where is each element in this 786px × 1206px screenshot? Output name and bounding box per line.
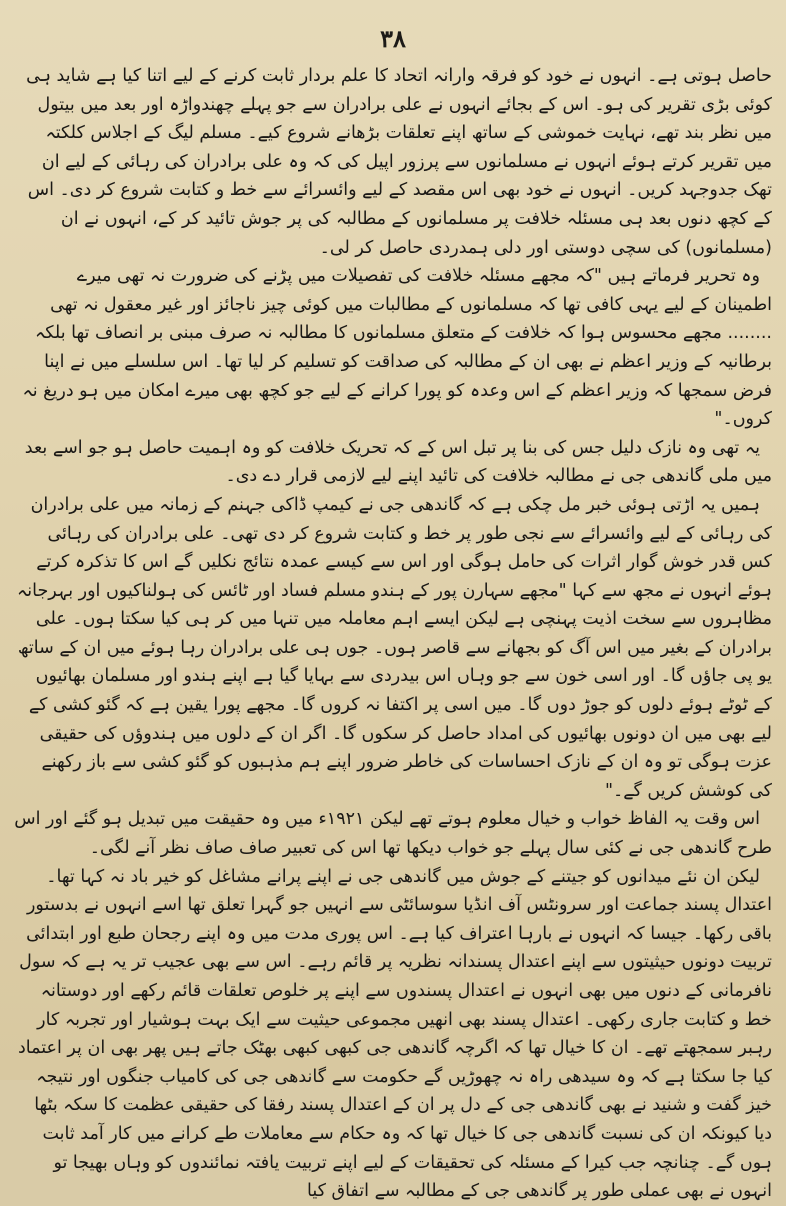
- urdu-text-body: [14, 62, 772, 1206]
- paragraph-3: یہ تھی وہ نازک دلیل جس کی بنا پر تبل اس کے کہ تحریک خلافت کو وہ اہمیت حاصل ہو جو اسے بعد میں ملی گاندھی جی نے مطالبہ خلافت کی تائید اپنے لیے لازمی قرار دے دی۔: [24, 437, 772, 487]
- paragraph-4: ہمیں یہ اڑتی ہوئی خبر مل چکی ہے کہ گاندھی جی نے کیمپ ڈاکی جہنم کے زمانہ میں علی برادران کی رہائی کے لیے وائسرائے سے نجی طور پر خط و کتابت شروع کر دی تھی۔ علی برادران کی رہائی کس قدر خوش گوار اثرات کی حامل ہوگی اور اس سے کیسے عمدہ نتائج نکلیں گے اس کا تذکرہ کرتے ہوئے انہوں نے مجھ سے کہا "مجھے سہارن پور کے ہندو مسلم فساد اور ٹائس کی ہولناکیوں اور بہرجانہ مظاہروں سے سخت اذیت پہنچی ہے لیکن ایسے اہم معاملہ میں تنہا میں کر ہی کیا سکتا ہوں۔ علی برادران کے بغیر میں اس آگ کو بجھانے سے قاصر ہوں۔ جوں ہی علی برادران رہا ہوئے میں ان کے ساتھ یو پی جاؤں گا۔ اور اسی خون سے جو وہاں اس بیدردی سے بہایا گیا ہے اپنے ہندو اور مسلمان بھائیوں کے ٹوٹے ہوئے دلوں کو جوڑ دوں گا۔ میں اسی پر اکتفا نہ کروں گا۔ مجھے پورا یقین ہے کہ گئو کشی کے لیے بھی میں ان دونوں بھائیوں کی امداد حاصل کر سکوں گا۔ اگر ان کے دلوں میں ہندوؤں کی حقیقی عزت ہوگی تو وہ ان کے نازک احساسات کی خاطر ضرور اپنے ہم مذہبوں کو گئو کشی سے باز رکھنے کی کوشش کریں گے۔": [17, 494, 772, 801]
- paragraph-5: اس وقت یہ الفاظ خواب و خیال معلوم ہوتے تھے لیکن ۱۹۲۱ء میں وہ حقیقت میں تبدیل ہو گئے اور اس طرح گاندھی جی نے کئی سال پہلے جو خواب دیکھا تھا اس کی تعبیر صاف صاف نظر آنے لگی۔: [14, 809, 772, 859]
- paragraph-6: لیکن ان نئے میدانوں کو جیتنے کے جوش میں گاندھی جی نے اپنے پرانے مشاغل کو خیر باد نہ کہا تھا۔ اعتدال پسند جماعت اور سرونٹس آف انڈیا سوسائٹی سے انہیں جو گہرا تعلق تھا اسے انہوں نے بدستور باقی رکھا۔ جیسا کہ انہوں نے بارہا اعتراف کیا ہے۔ اس پوری مدت میں وہ اپنے رجحان طبع اور ابتدائی تربیت دونوں حیثیتوں سے اپنے اعتدال پسندانہ نظریہ پر قائم رہے۔ اس سے بھی عجیب تر یہ ہے کہ سول نافرمانی کے دنوں میں بھی انہوں نے اعتدال پسندوں سے اپنے پر خلوص تعلقات قائم رکھے اور دوستانہ خط و کتابت جاری رکھی۔ اعتدال پسند بھی انھیں مجموعی حیثیت سے ایک بہت ہوشیار اور تجربہ کار رہبر سمجھتے تھے۔ ان کا خیال تھا کہ اگرچہ گاندھی جی کبھی کبھی بھٹک جاتے ہیں پھر بھی ان پر اعتماد کیا جا سکتا ہے کہ وہ سیدھی راہ نہ چھوڑیں گے حکومت سے گاندھی جی کی کامیاب جنگوں اور نتیجہ خیز گفت و شنید نے بھی گاندھی جی کے دل پر ان کے اعتدال پسند رفقا کی حقیقی عظمت کا سکہ بٹھا دیا کیونکہ ان کی نسبت گاندھی جی کا خیال تھا کہ وہ حکام سے معاملات طے کرانے میں کار آمد ثابت ہوں گے۔ چنانچہ جب کیرا کے مسئلہ کی تحقیقات کے لیے اپنے تربیت یافتہ نمائندوں کو وہاں بھیجا تو انہوں نے بھی عملی طور پر گاندھی جی کے مطالبہ سے اتفاق کیا: [18, 866, 772, 1202]
- paragraph-1: حاصل ہوتی ہے۔ انہوں نے خود کو فرقہ وارانہ اتحاد کا علم بردار ثابت کرنے کے لیے اتنا کیا ہے شاید ہی کوئی بڑی تقریر کی ہو۔ اس کے بجائے انہوں نے علی برادران سے جو پہلے چھندواڑہ اور بعد میں بیتول میں نظر بند تھے، نہایت خموشی کے ساتھ اپنے تعلقات بڑھانے شروع کیے۔ مسلم لیگ کے اجلاس کلکتہ میں تقریر کرتے ہوئے انہوں نے مسلمانوں سے پرزور اپیل کی کہ وہ علی برادران کی رہائی کے لیے ان تھک جدوجہد کریں۔ انہوں نے خود بھی اس مقصد کے لیے وائسرائے سے خط و کتابت شروع کر دی۔ اس کے کچھ دنوں بعد ہی مسئلہ خلافت پر مسلمانوں کے مطالبہ کی پر جوش تائید کر کے، انہوں نے ان (مسلمانوں) کی سچی دوستی اور دلی ہمدردی حاصل کر لی۔: [26, 66, 772, 258]
- page-number: ۳۸: [380, 24, 406, 53]
- paragraph-2: وہ تحریر فرماتے ہیں "کہ مجھے مسئلہ خلافت کی تفصیلات میں پڑنے کی ضرورت نہ تھی میرے اطمینان کے لیے یہی کافی تھا کہ مسلمانوں کے مطالبات میں کوئی چیز ناجائز اور غیر معقول نہ تھی ........ مجھے محسوس ہوا کہ خلافت کے متعلق مسلمانوں کا مطالبہ نہ صرف مبنی بر انصاف تھا بلکہ برطانیہ کے وزیر اعظم نے بھی ان کے مطالبہ کی صداقت کو تسلیم کر لیا تھا۔ اس سلسلے میں نے اپنا فرض سمجھا کہ وزیر اعظم کے اس وعدہ کو پورا کرانے کے لیے جو کچھ بھی میرے امکان میں ہو دریغ نہ کروں۔": [22, 266, 772, 430]
